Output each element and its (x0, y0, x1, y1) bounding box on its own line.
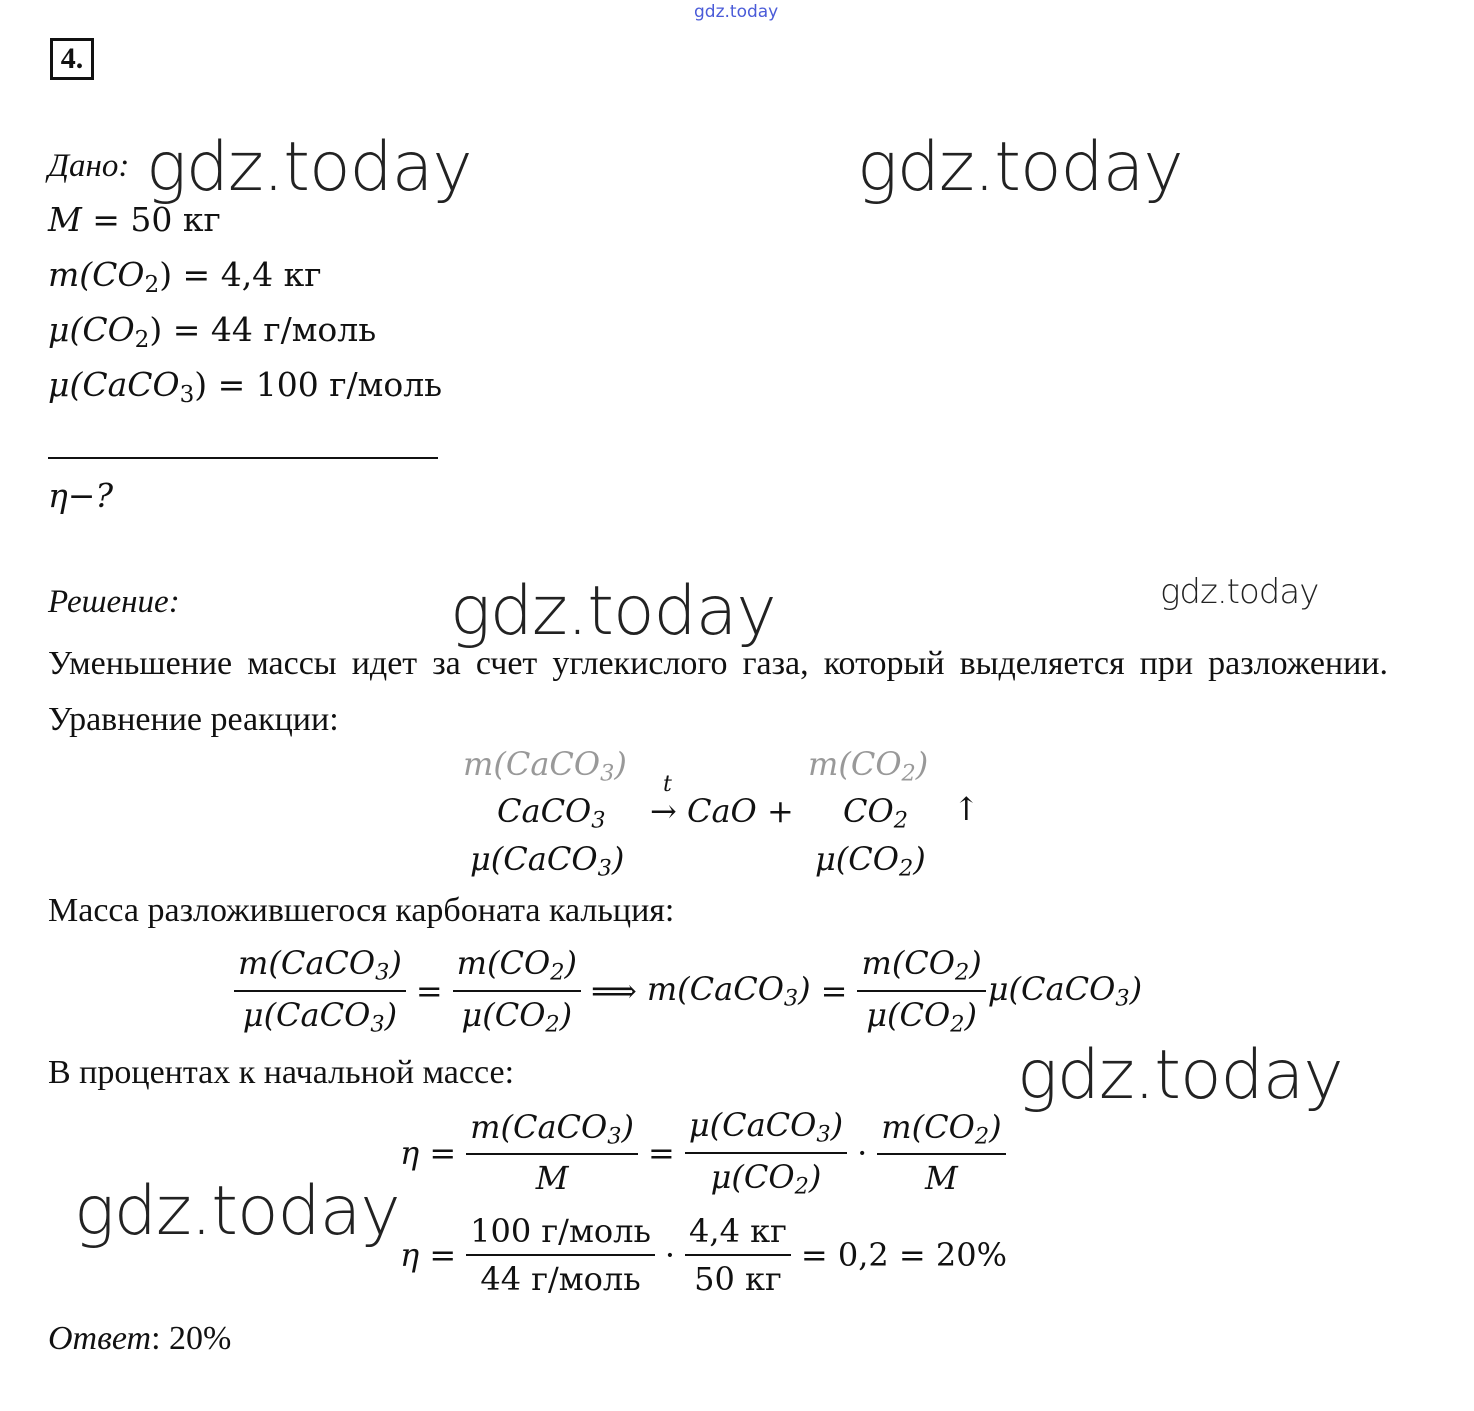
reaction-bottom-right: $\mu(CO_2)$ (815, 840, 926, 882)
solution-label: Решение: (48, 584, 180, 620)
problem-number-text: 4. (60, 42, 84, 75)
eta-formula: η = $\frac{m(CaCO_3)}{M}$ = $\frac{\mu(CaCO_3)}{\mu(CO_2)}$ · $\frac{m(CO_2)}{M}$ (400, 1106, 1006, 1199)
given-label: Дано: (48, 148, 130, 184)
problem-number (50, 38, 94, 80)
watermark: gdz.today (857, 128, 1183, 207)
fraction-m-mu-co2: $\frac{m(CO_2)}{\mu(CO_2)}$ (453, 944, 581, 1037)
reaction-top-left: m(CaCO$_3$) (463, 745, 627, 787)
top-watermark: gdz.today (694, 2, 779, 22)
fraction-mu-ratio: $\frac{\mu(CaCO_3)}{\mu(CO_2)}$ (685, 1106, 847, 1199)
reaction-caco3: CaCO$_3$ (497, 792, 606, 834)
fraction-numeric-mu: $\frac{\text{100 г/моль}}{\text{44 г/моль}}$ (466, 1212, 655, 1298)
given-m-co2: $m(CO_2) = 4,4$ кг (48, 255, 322, 298)
given-M: M = 50 кг (48, 200, 221, 239)
answer-label: Ответ (48, 1320, 152, 1357)
mass-equation: $\frac{m(CaCO_3)}{\mu(CaCO_3)}$ = $\frac{m(CO_2)}{\mu(CO_2)}$ ⟹ m(CaCO$_3$) = $\frac{m(CO_2)}{\mu(CO_2)}$ μ(CaCO$_3$) (234, 944, 1142, 1037)
solution-text: Уменьшение массы идет за счет углекислого газа, который выделяется при разложении. Уравнение реакции: (48, 645, 1388, 738)
answer-value: : 20% (151, 1320, 232, 1357)
fraction-m-co2-M: $\frac{m(CO_2)}{M}$ (877, 1108, 1005, 1198)
watermark: gdz.today (450, 572, 776, 651)
given-mu-co2: $\mu(CO_2) = 44$ г/моль (48, 310, 377, 353)
reaction-top-right: $m(CO_2)$ (808, 745, 929, 787)
watermark: gdz.today (1160, 572, 1319, 612)
reaction-cao: → CaO + (650, 792, 794, 830)
answer (48, 1320, 231, 1358)
fraction-m-caco3-M: $\frac{m(CaCO_3)}{M}$ (466, 1108, 638, 1198)
given-divider (48, 457, 438, 459)
given-mu-caco3: μ(CaCO$_3$) = 100 г/моль (48, 365, 443, 408)
eta-calculation: η = $\frac{\text{100 г/моль}}{\text{44 г/моль}}$ · $\frac{4,4 кг}{50 кг}$ = 0,2 = 20% (400, 1212, 1008, 1298)
mass-text: Масса разложившегося карбоната кальция: (48, 892, 675, 929)
reaction-arrow-label: t (663, 772, 672, 797)
percent-text: В процентах к начальной массе: (48, 1054, 515, 1091)
fraction-m-mu-co2-2: $\frac{m(CO_2)}{\mu(CO_2)}$ (857, 944, 985, 1037)
watermark: gdz.today (1017, 1036, 1343, 1115)
watermark: gdz.today (74, 1172, 400, 1251)
fraction-numeric-mass: $\frac{4,4 кг}{50 кг}$ (685, 1212, 791, 1298)
watermark: gdz.today (146, 128, 472, 207)
fraction-m-mu-caco3: $\frac{m(CaCO_3)}{\mu(CaCO_3)}$ (234, 944, 406, 1037)
find-eta: η−? (48, 476, 114, 515)
reaction-bottom-left: μ(CaCO$_3$) (470, 840, 625, 882)
reaction-co2: $CO_2$ (843, 792, 908, 834)
reaction-up-arrow: ↑ (953, 790, 980, 828)
